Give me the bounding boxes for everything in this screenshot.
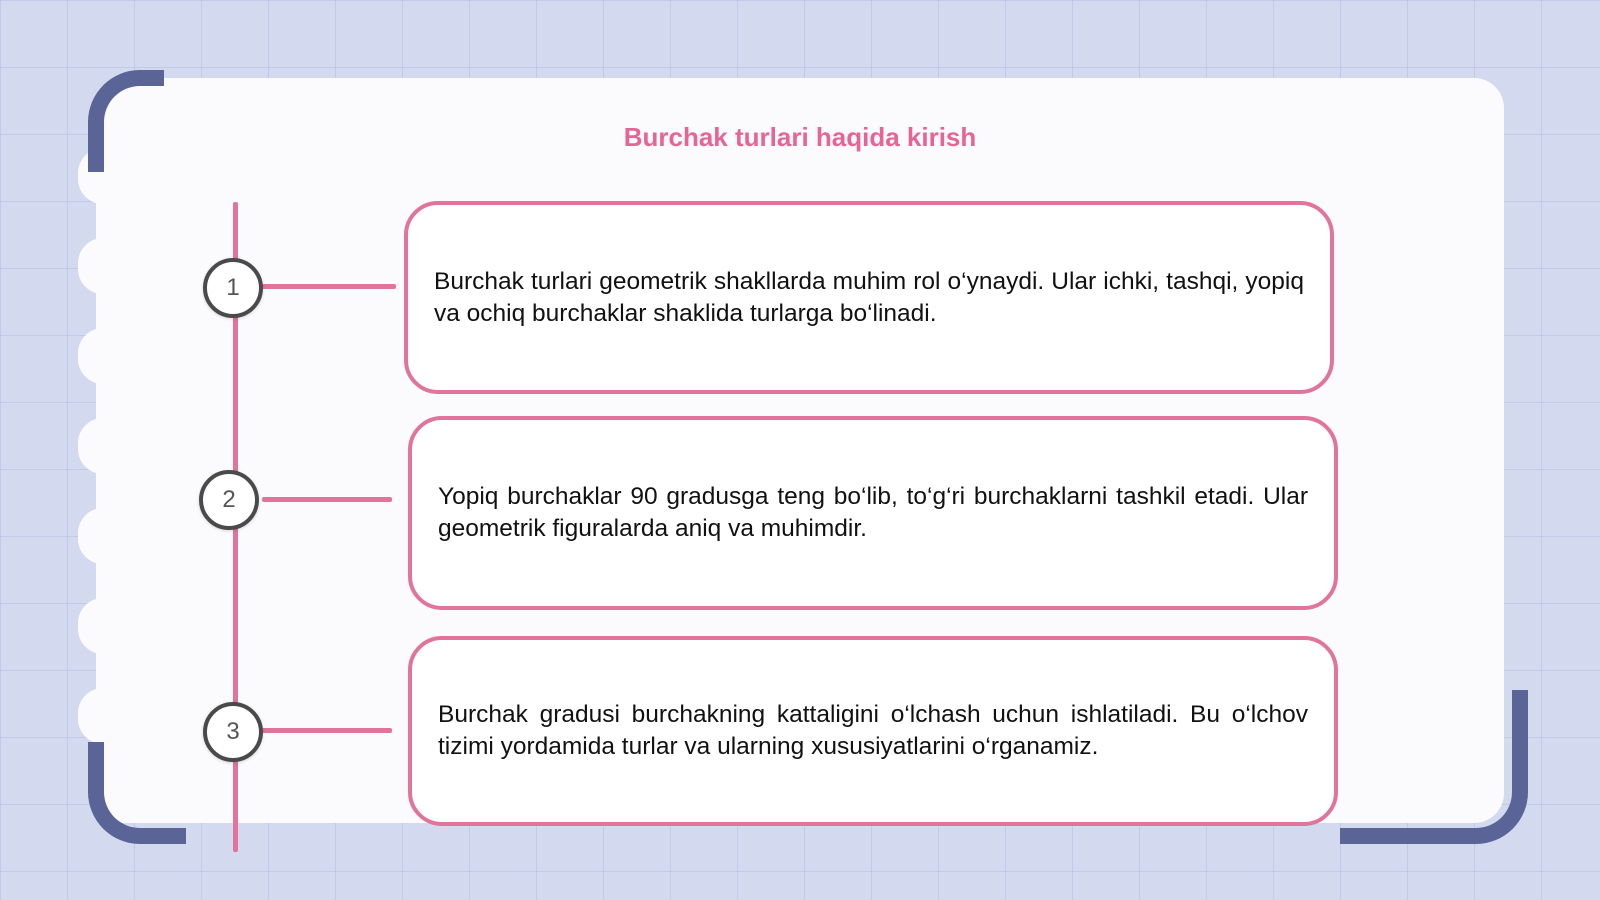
connector-line-2 [262, 497, 392, 502]
step-number-2: 2 [199, 470, 259, 530]
notebook-tab [78, 328, 128, 384]
corner-bracket-bottom-left [88, 742, 186, 844]
notebook-tab [78, 598, 128, 654]
connector-line-1 [262, 284, 396, 289]
slide-title: Burchak turlari haqida kirish [623, 122, 977, 152]
step-number-1: 1 [203, 258, 263, 318]
step-box-2 [408, 416, 1338, 610]
step-box-1 [404, 201, 1334, 394]
notebook-tab [78, 508, 128, 564]
connector-line-3 [262, 728, 392, 733]
step-box-3 [408, 636, 1338, 826]
notebook-tab [78, 688, 128, 744]
step-number-3: 3 [203, 702, 263, 762]
step-text-1: Burchak turlari geometrik shakllarda muhim rol o‘ynaydi. Ular ichki, tashqi, yopiq va ochiq burchaklar shaklida turlarga bo‘linadi. [434, 267, 1304, 327]
notebook-tab [78, 418, 128, 474]
step-text-2: Yopiq burchaklar 90 gradusga teng bo‘lib, to‘g‘ri burchaklarni tashkil etadi. Ular geometrik figuralarda aniq va muhimdir. [438, 483, 1308, 542]
corner-bracket-bottom-right [1340, 690, 1528, 844]
notebook-tab [78, 238, 128, 294]
step-text-3: Burchak gradusi burchakning kattaligini o‘lchash uchun ishlatiladi. Bu o‘lchov tizimi yordamida turlar va ularning xususiyatlarini o‘rganamiz. [438, 701, 1308, 760]
corner-bracket-top-left [88, 70, 164, 172]
